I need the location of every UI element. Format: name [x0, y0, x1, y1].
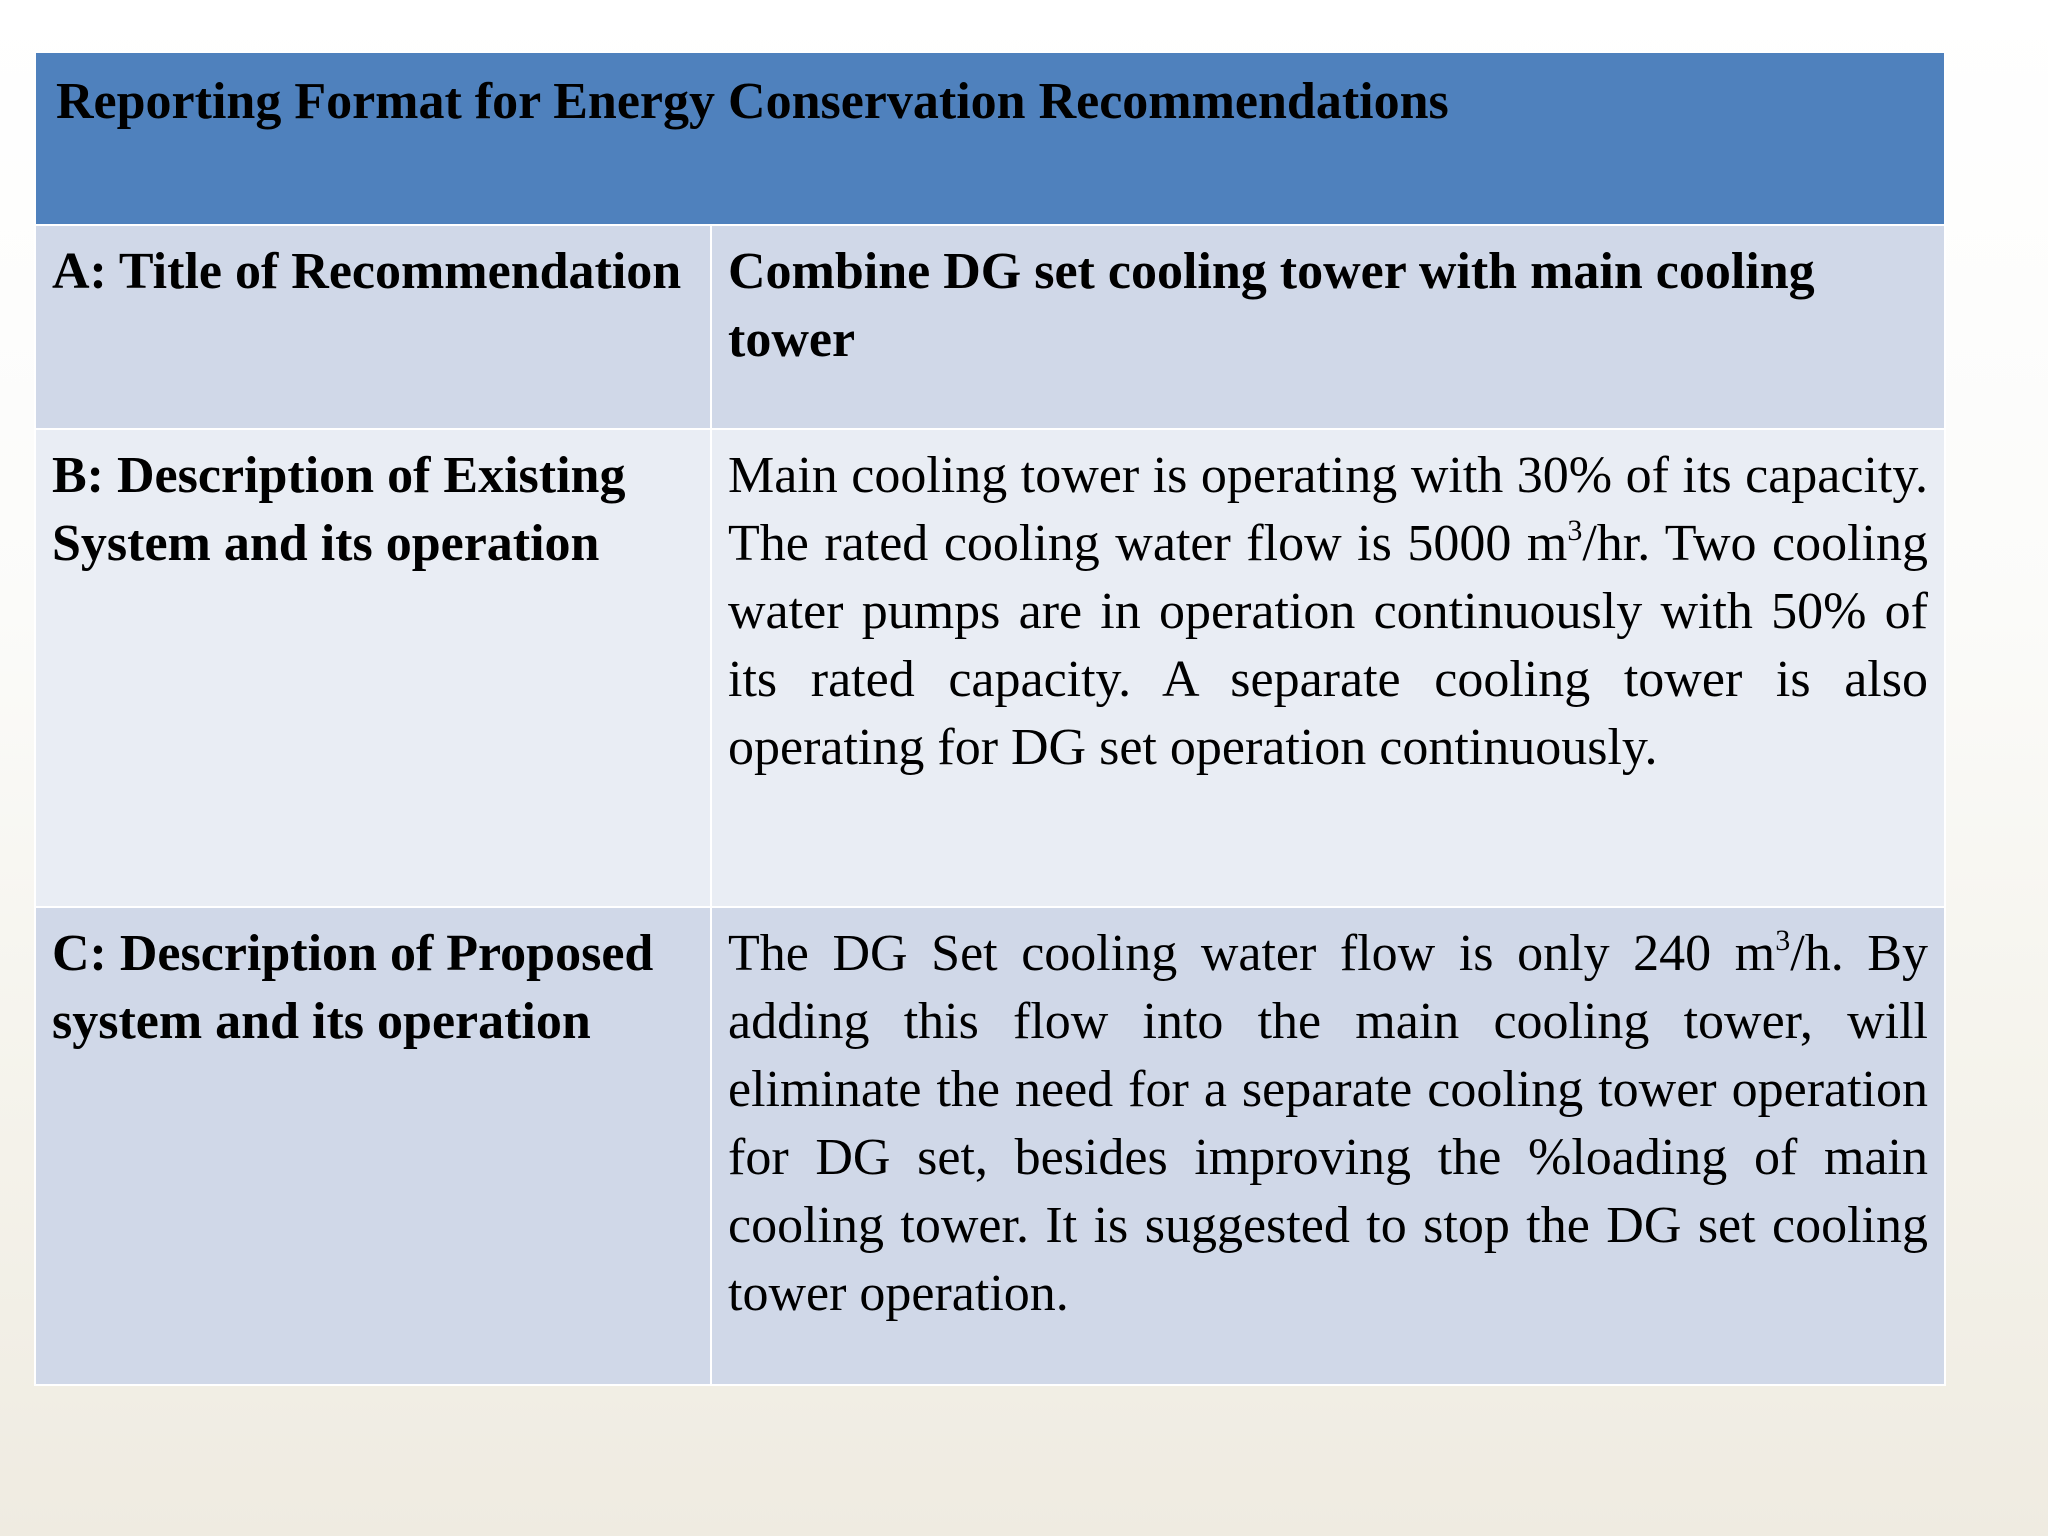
row-label-title: A: Title of Recommendation	[35, 225, 711, 429]
proposed-system-text-part2: /h. By adding this flow into the main cooling tower, will eliminate the need for a separate cooling tower operation for DG set, besides improving the %loading of main cooling tower. It is suggested to stop the DG set cooling tower operation.	[728, 925, 1928, 1322]
existing-system-text-part1: Main cooling tower is operating with 30% of its capacity. The rated cooling water flow is 5000 m	[728, 447, 1928, 572]
recommendation-table	[34, 51, 1946, 1386]
table-row-existing-system	[35, 429, 1945, 907]
table-title: Reporting Format for Energy Conservation Recommendations	[35, 52, 1945, 225]
table-header-row	[35, 52, 1945, 225]
proposed-system-text-part1: The DG Set cooling water flow is only 240 m	[728, 925, 1776, 982]
row-value-proposed-system	[711, 907, 1945, 1385]
existing-system-text-part2: /hr. Two cooling water pumps are in operation continuously with 50% of its rated capacity. A separate cooling tower is also operating for DG set operation continuously.	[728, 515, 1928, 776]
row-value-existing-system	[711, 429, 1945, 907]
existing-system-superscript: 3	[1567, 514, 1583, 547]
proposed-system-superscript: 3	[1775, 924, 1791, 957]
row-label-existing-system: B: Description of Existing System and its operation	[35, 429, 711, 907]
row-value-title: Combine DG set cooling tower with main cooling tower	[711, 225, 1945, 429]
table-row-proposed-system	[35, 907, 1945, 1385]
row-label-proposed-system: C: Description of Proposed system and its operation	[35, 907, 711, 1385]
table-row-title	[35, 225, 1945, 429]
